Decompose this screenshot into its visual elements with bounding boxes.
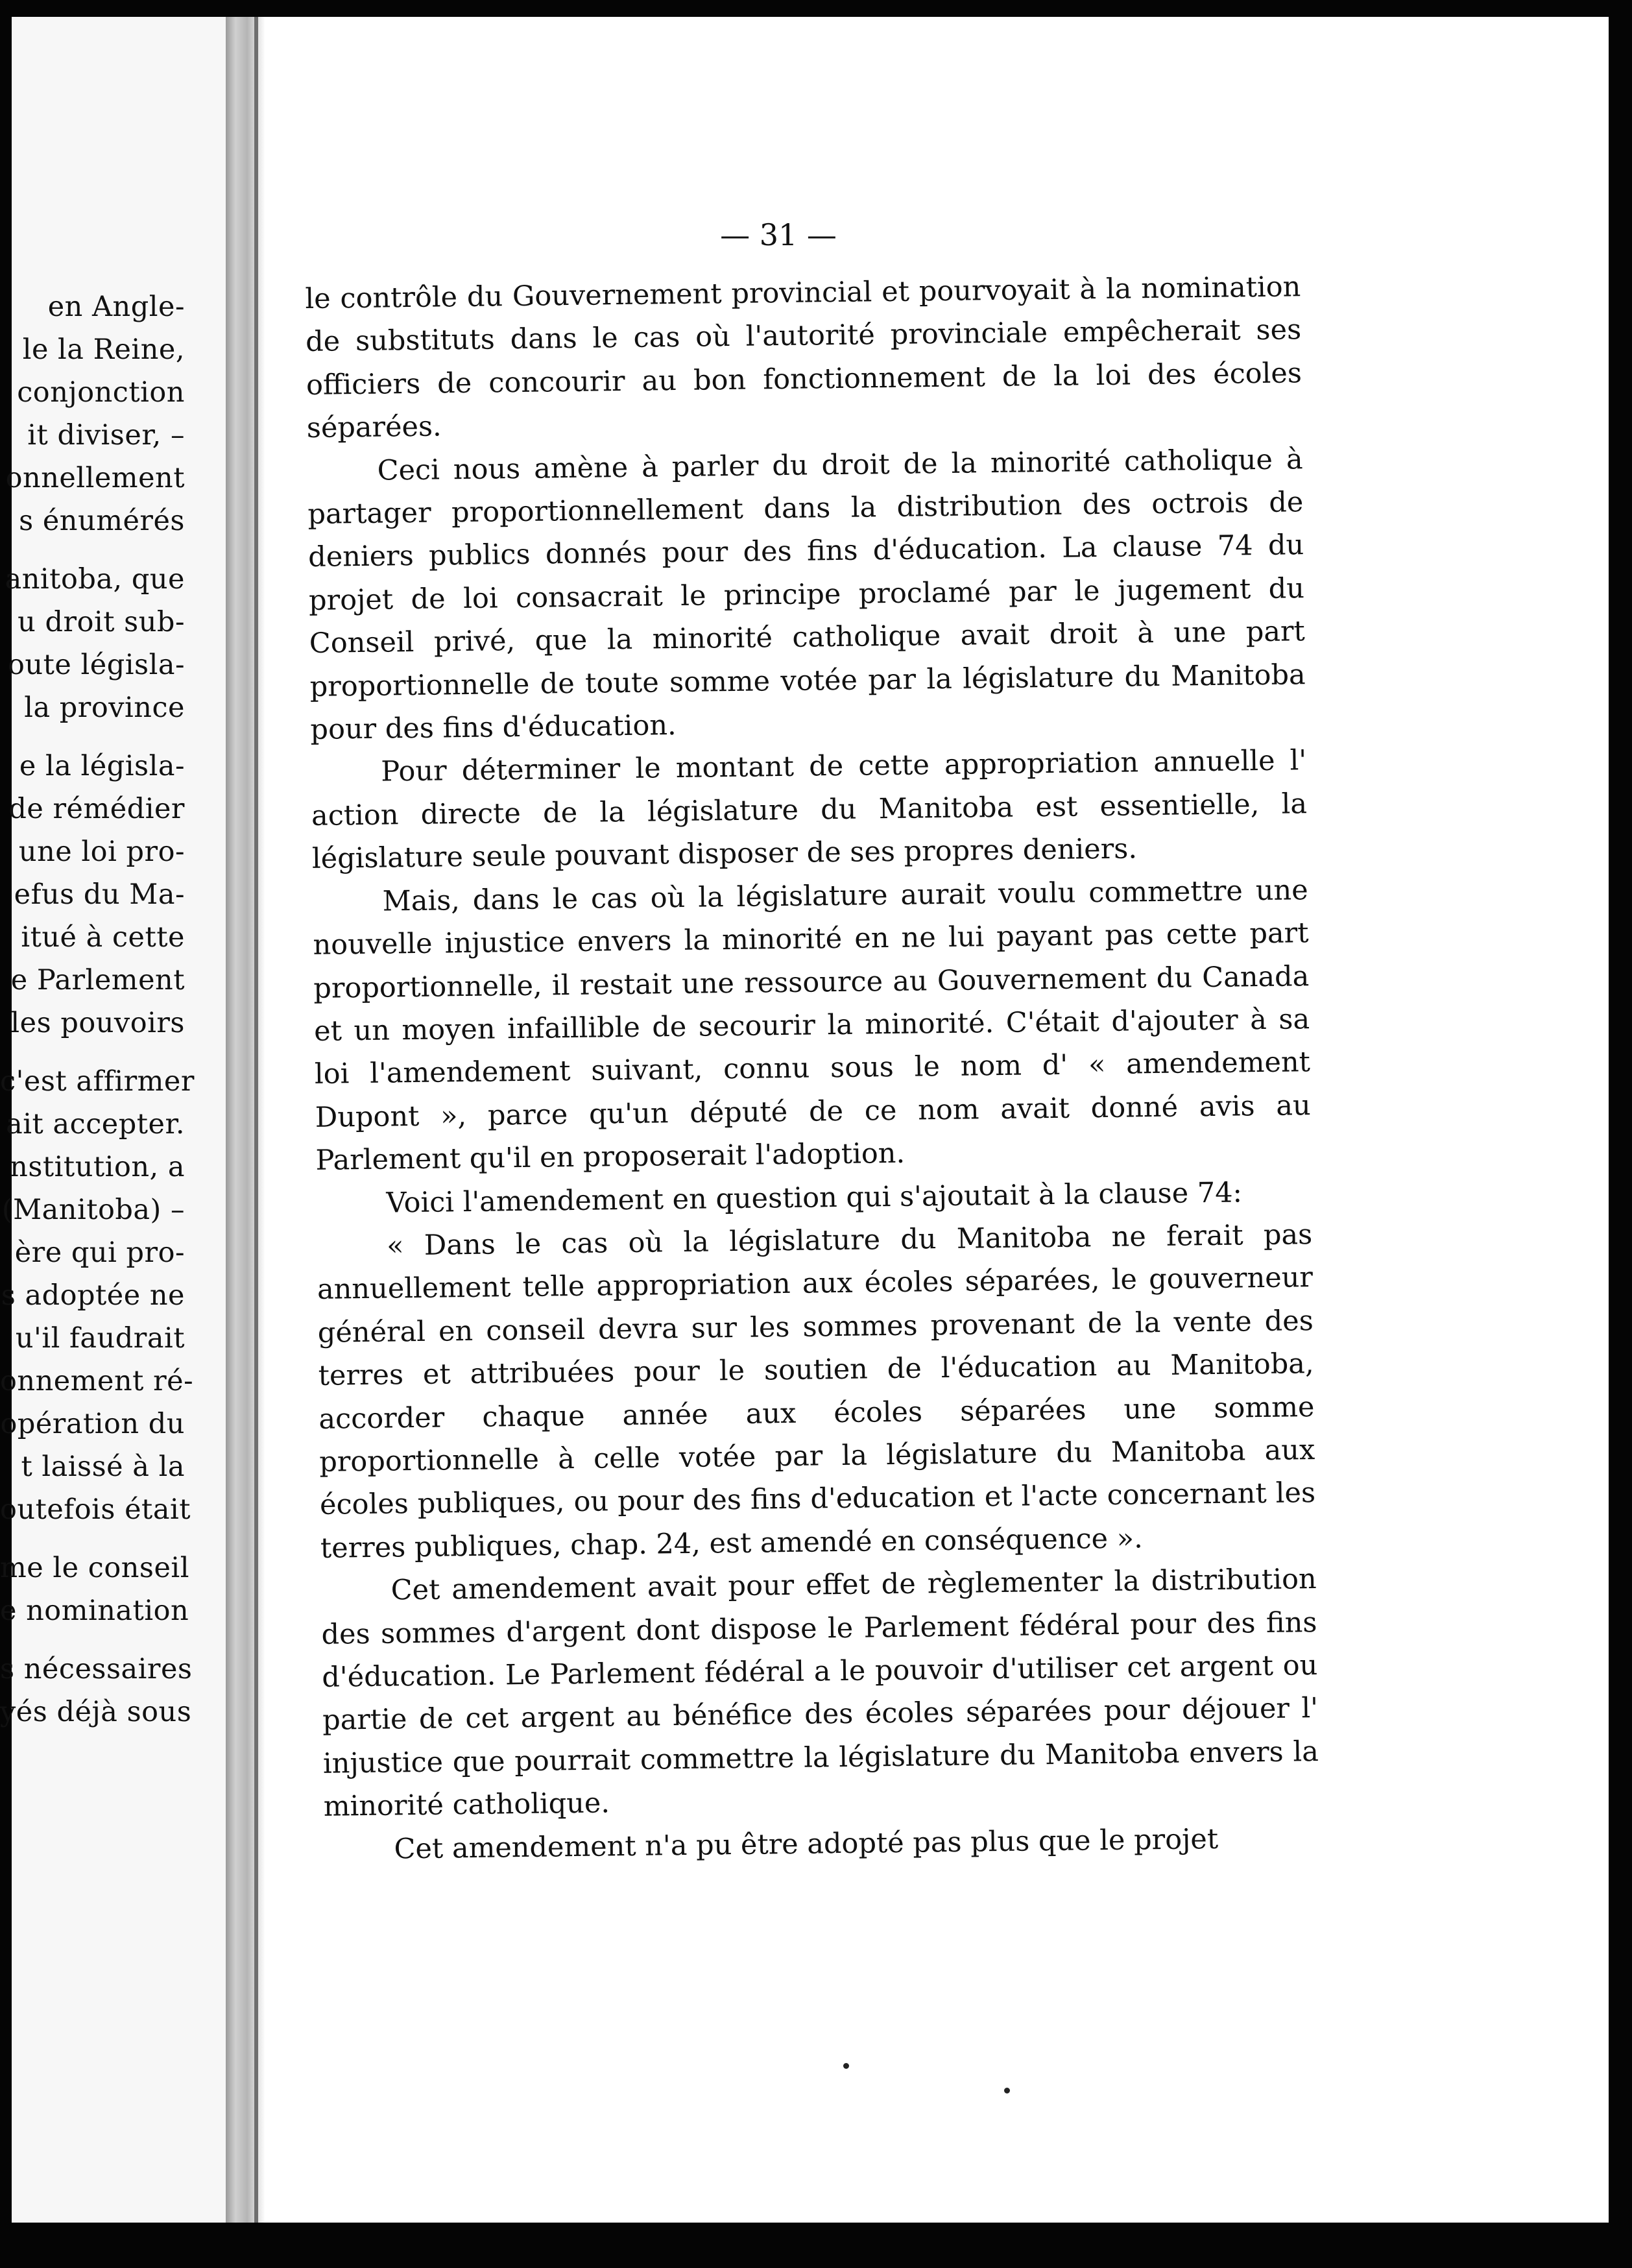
facing-line: (Manitoba) – xyxy=(1,1194,185,1226)
scan-border-top xyxy=(0,0,1632,17)
facing-line: le la Reine, xyxy=(22,333,185,366)
facing-line: les pouvoirs xyxy=(10,1007,185,1039)
paragraph: Ceci nous amène à parler du droit de la minorité catholique à partager proportionnellement dans la distribution des octrois de deniers publics donnés pour des fins d'éducation. La clause 74 du projet de loi consacrait le principe proclamé par le jugement du Conseil privé, que la minorité catholique avait droit à une part proportionnelle de toute somme votée par la législature du Manitoba pour des fins d'éducation. xyxy=(307,442,1306,747)
facing-line: outefois était xyxy=(0,1493,191,1526)
facing-line: s énumérés xyxy=(19,505,185,537)
facing-line: onnellement xyxy=(5,462,185,494)
facing-line: ait accepter. xyxy=(6,1108,185,1140)
paragraph: Cet amendement n'a pu être adopté pas plus que le projet xyxy=(394,1822,1219,1866)
facing-line: en Angle- xyxy=(47,291,185,323)
facing-line: me le conseil xyxy=(0,1552,189,1584)
paragraph: Cet amendement avait pour effet de règlementer la distribution des sommes d'argent dont dispose le Parlement fédéral pour des fins d'éducation. Le Parlement fédéral a le pouvoir d'utiliser cet argent ou partie de cet argent au bénéfice des écoles séparées pour déjouer l' injustice que pourrait commettre la législature du Manitoba envers la minorité catholique. xyxy=(321,1563,1319,1824)
facing-line: t laissé à la xyxy=(21,1451,185,1483)
facing-line: oute législa- xyxy=(8,649,185,681)
facing-line: s nécessaires xyxy=(0,1653,193,1685)
paragraph: Voici l'amendement en question qui s'ajoutait à la clause 74: xyxy=(386,1176,1243,1220)
body-text xyxy=(305,265,1320,1872)
facing-gap xyxy=(0,1632,185,1648)
facing-line: une loi pro- xyxy=(18,836,185,868)
facing-page-text xyxy=(0,285,195,1733)
facing-line: de rémédier xyxy=(8,793,185,825)
facing-gap xyxy=(0,1044,185,1060)
facing-gap xyxy=(0,542,185,558)
facing-line: onnement ré- xyxy=(0,1365,194,1397)
facing-line: e la législa- xyxy=(19,750,185,782)
facing-line: e nomination xyxy=(0,1595,189,1627)
paragraph: Pour déterminer le montant de cette appropriation annuelle l' action directe de la législature du Manitoba est essentielle, la législature seule pouvant disposer de ses propres deniers. xyxy=(311,744,1308,876)
scan-border-bottom xyxy=(0,2223,1632,2268)
facing-line: ère qui pro- xyxy=(14,1237,185,1269)
ink-speck xyxy=(843,2063,849,2069)
paragraph: le contrôle du Gouvernement provincial et pourvoyait à la nomination de substituts dans le cas où l'autorité provinciale empêcherait ses officiers de concourir au bon fonctionnement de la loi des écoles séparées. xyxy=(305,271,1302,445)
facing-line: efus du Ma- xyxy=(14,878,185,911)
facing-line: u'il faudrait xyxy=(15,1322,185,1355)
facing-line: anitoba, que xyxy=(5,563,185,596)
facing-line: nstitution, a xyxy=(10,1151,185,1183)
facing-line: conjonction xyxy=(17,376,185,409)
quoted-amendment: « Dans le cas où la législature du Manitoba ne ferait pas annuellement telle appropriation aux écoles séparées, le gouverneur général en conseil devra sur les sommes provenant de la vente des terres et attribuées pour le soutien de l'éducation au Manitoba, accorder chaque année aux écoles séparées une somme proportionnelle à celle votée par la législature du Manitoba aux écoles publiques, ou pour des fins d'education et l'acte concernant les terres publiques, chap. 24, est amendé en conséquence ». xyxy=(317,1218,1316,1565)
facing-line: it diviser, – xyxy=(27,419,185,452)
facing-line: opération du xyxy=(0,1408,185,1440)
book-gutter xyxy=(226,17,265,2223)
facing-line: u droit sub- xyxy=(18,606,185,638)
paragraph: Mais, dans le cas où la législature aurait voulu commettre une nouvelle injustice envers la minorité en ne lui payant pas cette part proportionnelle, il restait une ressource au Gouvernement du Canada et un moyen infaillible de secourir la minorité. C'était d'ajouter à sa loi l'amendement suivant, connu sous le nom d' « amendement Dupont », parce qu'un député de ce nom avait donné avis au Parlement qu'il en proposerait l'adoption. xyxy=(313,873,1312,1177)
facing-line: la province xyxy=(24,692,185,724)
facing-line: itué à cette xyxy=(21,921,185,954)
scan-border-right xyxy=(1609,0,1632,2268)
facing-gap xyxy=(0,1531,185,1547)
facing-line: yés déjà sous xyxy=(0,1696,192,1728)
page-number: — 31 — xyxy=(720,217,837,252)
facing-line: e Parlement xyxy=(10,964,185,996)
ink-speck xyxy=(1004,2088,1010,2093)
page-edge-shadow xyxy=(254,17,258,2223)
facing-line: s adoptée ne xyxy=(1,1279,185,1312)
facing-line: c'est affirmer xyxy=(0,1065,195,1098)
facing-gap xyxy=(0,729,185,745)
